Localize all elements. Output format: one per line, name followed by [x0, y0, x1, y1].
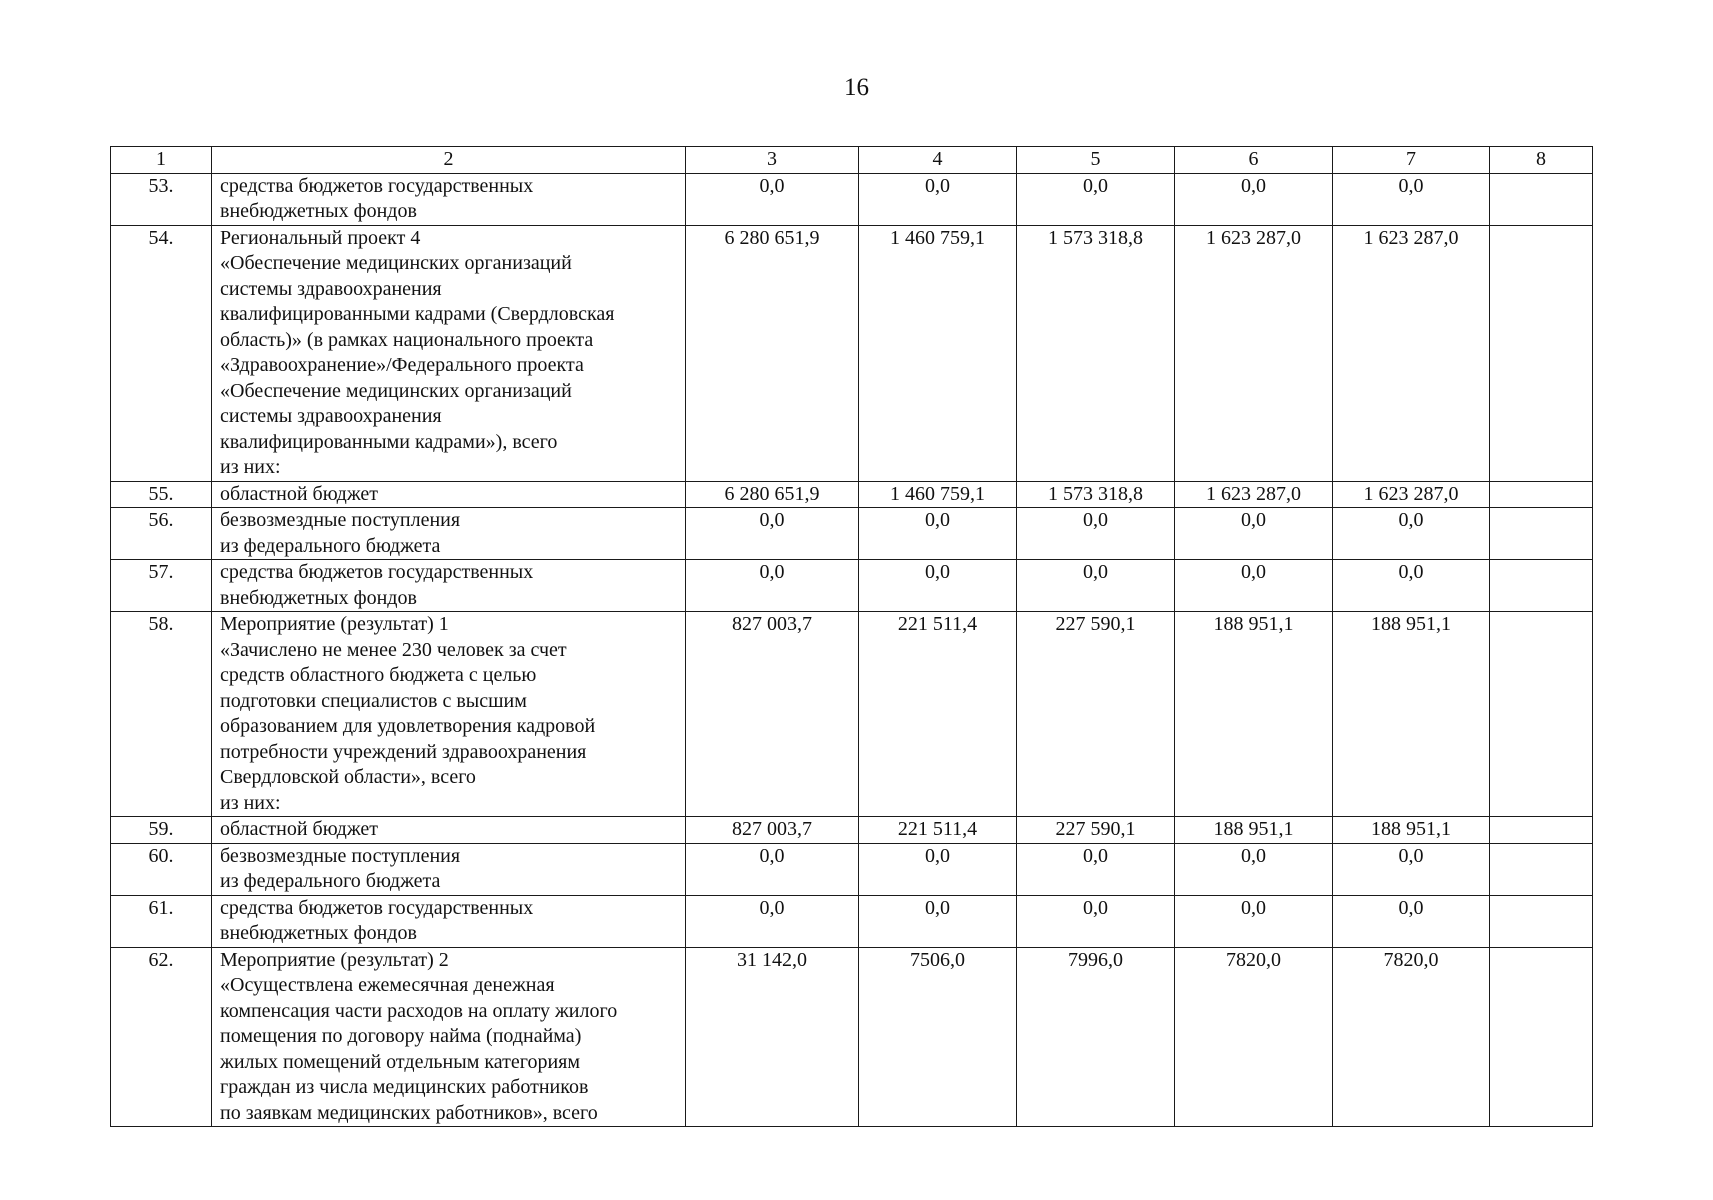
value-col-8 [1490, 947, 1593, 1127]
value-col-7: 188 951,1 [1333, 612, 1490, 817]
row-number: 58. [111, 612, 212, 817]
row-number: 55. [111, 481, 212, 508]
value-col-6: 0,0 [1175, 173, 1333, 225]
value-col-7: 1 623 287,0 [1333, 481, 1490, 508]
value-col-3: 827 003,7 [686, 817, 859, 844]
value-col-7: 0,0 [1333, 508, 1490, 560]
value-col-6: 1 623 287,0 [1175, 481, 1333, 508]
value-col-3: 6 280 651,9 [686, 225, 859, 481]
row-name: Региональный проект 4 «Обеспечение медицинских организаций системы здравоохранения квалифицированными кадрами (Свердловская область)» (в рамках национального проекта «Здравоохранение»/Федерального проекта «Обеспечение медицинских организаций системы здравоохранения квалифицированными кадрами»), всего из них: [212, 225, 686, 481]
value-col-3: 31 142,0 [686, 947, 859, 1127]
header-cell: 1 [111, 147, 212, 174]
value-col-4: 1 460 759,1 [859, 225, 1017, 481]
value-col-7: 1 623 287,0 [1333, 225, 1490, 481]
value-col-8 [1490, 612, 1593, 817]
value-col-3: 0,0 [686, 508, 859, 560]
value-col-5: 0,0 [1017, 895, 1175, 947]
value-col-5: 1 573 318,8 [1017, 225, 1175, 481]
header-cell: 6 [1175, 147, 1333, 174]
row-number: 59. [111, 817, 212, 844]
value-col-8 [1490, 508, 1593, 560]
row-number: 60. [111, 843, 212, 895]
value-col-8 [1490, 843, 1593, 895]
row-number: 61. [111, 895, 212, 947]
value-col-7: 0,0 [1333, 895, 1490, 947]
value-col-7: 7820,0 [1333, 947, 1490, 1127]
value-col-3: 0,0 [686, 560, 859, 612]
budget-table [110, 146, 1593, 1127]
value-col-5: 0,0 [1017, 560, 1175, 612]
value-col-4: 0,0 [859, 173, 1017, 225]
row-name: Мероприятие (результат) 1 «Зачислено не менее 230 человек за счет средств областного бюджета с целью подготовки специалистов с высшим образованием для удовлетворения кадровой потребности учреждений здравоохранения Свердловской области», всего из них: [212, 612, 686, 817]
value-col-5: 0,0 [1017, 508, 1175, 560]
value-col-4: 1 460 759,1 [859, 481, 1017, 508]
value-col-5: 7996,0 [1017, 947, 1175, 1127]
value-col-6: 188 951,1 [1175, 817, 1333, 844]
value-col-7: 0,0 [1333, 843, 1490, 895]
header-cell: 3 [686, 147, 859, 174]
row-name: средства бюджетов государственных внебюджетных фондов [212, 173, 686, 225]
value-col-3: 827 003,7 [686, 612, 859, 817]
row-number: 62. [111, 947, 212, 1127]
value-col-4: 0,0 [859, 508, 1017, 560]
value-col-4: 221 511,4 [859, 612, 1017, 817]
value-col-6: 1 623 287,0 [1175, 225, 1333, 481]
row-name: областной бюджет [212, 817, 686, 844]
value-col-4: 7506,0 [859, 947, 1017, 1127]
header-row [111, 147, 1593, 174]
header-cell: 8 [1490, 147, 1593, 174]
header-cell: 7 [1333, 147, 1490, 174]
value-col-4: 0,0 [859, 895, 1017, 947]
table-row [111, 508, 1593, 560]
value-col-5: 227 590,1 [1017, 612, 1175, 817]
value-col-8 [1490, 225, 1593, 481]
value-col-3: 0,0 [686, 173, 859, 225]
value-col-6: 188 951,1 [1175, 612, 1333, 817]
value-col-5: 227 590,1 [1017, 817, 1175, 844]
value-col-8 [1490, 481, 1593, 508]
row-name: безвозмездные поступления из федерального бюджета [212, 843, 686, 895]
row-name: областной бюджет [212, 481, 686, 508]
value-col-8 [1490, 895, 1593, 947]
value-col-6: 7820,0 [1175, 947, 1333, 1127]
table-row [111, 560, 1593, 612]
value-col-3: 6 280 651,9 [686, 481, 859, 508]
value-col-6: 0,0 [1175, 895, 1333, 947]
value-col-8 [1490, 817, 1593, 844]
table-row [111, 612, 1593, 817]
row-number: 54. [111, 225, 212, 481]
value-col-8 [1490, 173, 1593, 225]
table-row [111, 895, 1593, 947]
table-row [111, 947, 1593, 1127]
header-cell: 2 [212, 147, 686, 174]
table-row [111, 843, 1593, 895]
table-row [111, 817, 1593, 844]
value-col-5: 1 573 318,8 [1017, 481, 1175, 508]
table-row [111, 225, 1593, 481]
header-cell: 4 [859, 147, 1017, 174]
value-col-7: 188 951,1 [1333, 817, 1490, 844]
value-col-5: 0,0 [1017, 173, 1175, 225]
row-number: 53. [111, 173, 212, 225]
value-col-6: 0,0 [1175, 508, 1333, 560]
value-col-6: 0,0 [1175, 560, 1333, 612]
value-col-7: 0,0 [1333, 560, 1490, 612]
row-number: 57. [111, 560, 212, 612]
value-col-4: 221 511,4 [859, 817, 1017, 844]
value-col-3: 0,0 [686, 843, 859, 895]
value-col-7: 0,0 [1333, 173, 1490, 225]
value-col-5: 0,0 [1017, 843, 1175, 895]
row-name: средства бюджетов государственных внебюджетных фондов [212, 560, 686, 612]
value-col-4: 0,0 [859, 843, 1017, 895]
row-name: безвозмездные поступления из федерального бюджета [212, 508, 686, 560]
page-number: 16 [844, 74, 869, 101]
row-number: 56. [111, 508, 212, 560]
table-row [111, 481, 1593, 508]
value-col-3: 0,0 [686, 895, 859, 947]
value-col-4: 0,0 [859, 560, 1017, 612]
table-row [111, 173, 1593, 225]
value-col-6: 0,0 [1175, 843, 1333, 895]
header-cell: 5 [1017, 147, 1175, 174]
row-name: Мероприятие (результат) 2 «Осуществлена ежемесячная денежная компенсация части расходов на оплату жилого помещения по договору найма (поднайма) жилых помещений отдельным категориям граждан из числа медицинских работников по заявкам медицинских работников», всего [212, 947, 686, 1127]
row-name: средства бюджетов государственных внебюджетных фондов [212, 895, 686, 947]
value-col-8 [1490, 560, 1593, 612]
